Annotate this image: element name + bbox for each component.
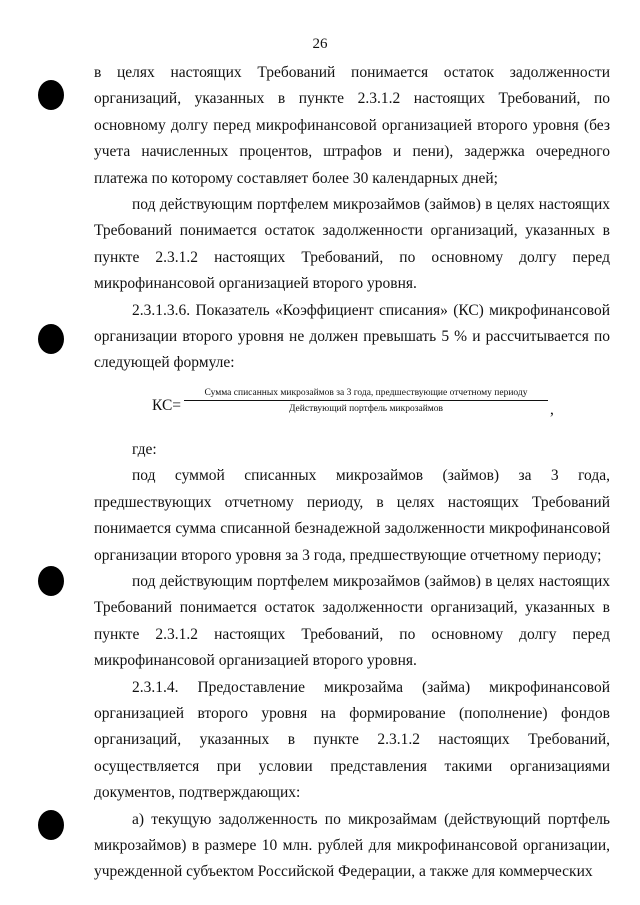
- paragraph-2-3-1-4: 2.3.1.4. Предоставление микрозайма (займа) микрофинансовой организацией второго уровня на формирование (пополнение) фондов организаций, указанных в пункте 2.3.1.2 настоящих Требований, осуществляется при условии представления такими организациями документов, подтверждающих:: [94, 678, 610, 802]
- paragraph-portfolio-definition-2: под действующим портфелем микрозаймов (займов) в целях настоящих Требований понимается остаток задолженности организаций, указанных в пункте 2.3.1.2 настоящих Требований, по основному долгу перед микрофинансовой организацией второго уровня.: [94, 572, 610, 670]
- punch-hole-1: [38, 80, 64, 110]
- paragraph-written-off-definition: под суммой списанных микрозаймов (займов) за 3 года, предшествующих отчетному периоду, в целях настоящих Требований понимается сумма списанной безнадежной задолженности микрофинансовой организации второго уровня за 3 года, предшествующие отчетному периоду;: [94, 467, 610, 564]
- write-off-formula: [94, 385, 610, 433]
- paragraph-overdue-definition: в целях настоящих Требований понимается остаток задолженности организаций, указанных в пункте 2.3.1.2 настоящих Требований, по основному долгу перед микрофинансовой организацией второго уровня (без учета начисленных процентов, штрафов и пени), задержка очередного платежа по которому составляет более 30 календарных дней;: [94, 64, 610, 187]
- document-body: [94, 60, 610, 886]
- paragraph-item-a: а) текущую задолженность по микрозаймам (действующий портфель микрозаймов) в размере 10 млн. рублей для микрофинансовой организации, учрежденной субъектом Российской Федерации, а также для коммерческих: [94, 810, 610, 881]
- punch-hole-4: [38, 810, 64, 840]
- paragraph-where: где:: [132, 440, 157, 458]
- punch-hole-3: [38, 566, 64, 596]
- formula-denominator: Действующий портфель микрозаймов: [288, 403, 444, 414]
- paragraph-write-off-ratio: 2.3.1.3.6. Показатель «Коэффициент списания» (КС) микрофинансовой организации второго уровня не должен превышать 5 % и рассчитывается по следующей формуле:: [94, 301, 610, 372]
- formula-comma: ,: [550, 400, 554, 418]
- paragraph-portfolio-definition: под действующим портфелем микрозаймов (займов) в целях настоящих Требований понимается остаток задолженности организаций, указанных в пункте 2.3.1.2 настоящих Требований, по основному долгу перед микрофинансовой организацией второго уровня.: [94, 196, 610, 293]
- formula-numerator: Сумма списанных микрозаймов за 3 года, предшествующие отчетному периоду: [184, 387, 548, 401]
- formula-lhs: КС=: [152, 396, 182, 414]
- page-number: 26: [312, 36, 328, 52]
- punch-hole-2: [38, 324, 64, 354]
- formula-fraction: [184, 387, 548, 416]
